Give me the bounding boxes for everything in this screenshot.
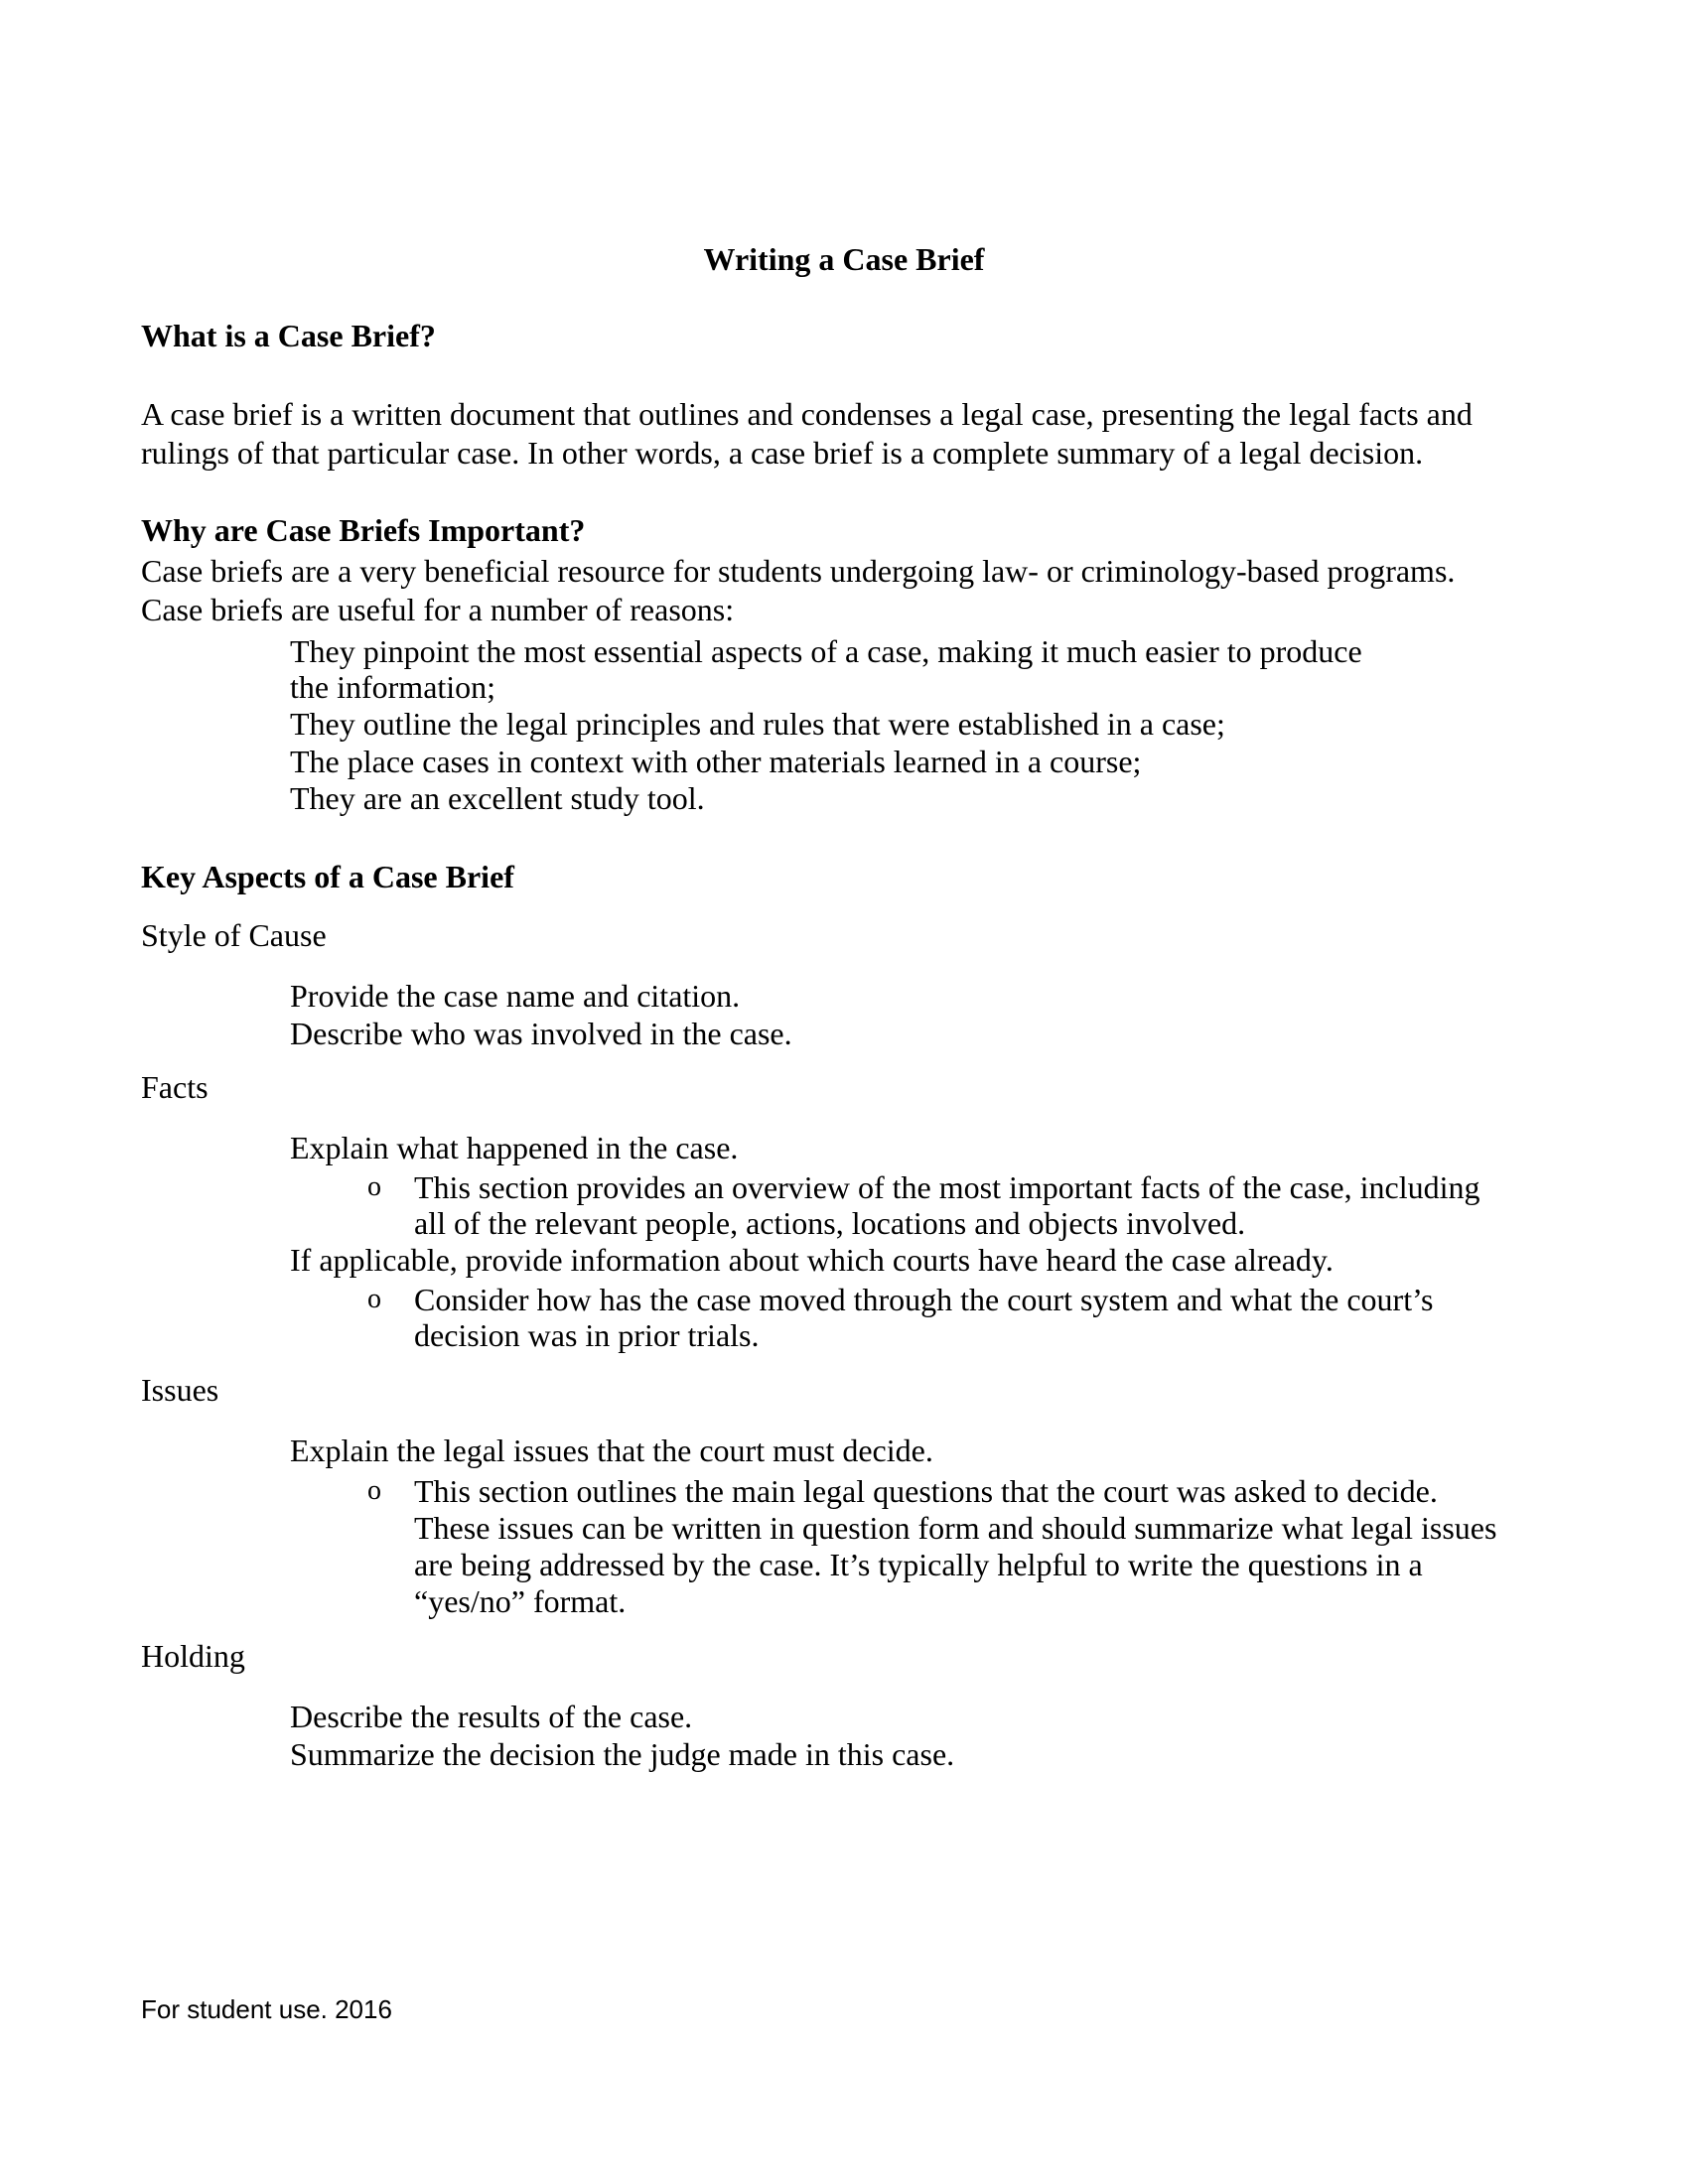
paragraph-line: Case briefs are a very beneficial resource for students undergoing law- or criminology-based programs.: [141, 553, 1456, 589]
sub-list-item-continuation: These issues can be written in question form and should summarize what legal issues: [414, 1510, 1497, 1546]
sub-list-item-continuation: all of the relevant people, actions, locations and objects involved.: [414, 1205, 1246, 1241]
subsection-label-facts: Facts: [141, 1069, 209, 1105]
subsection-label-style-of-cause: Style of Cause: [141, 917, 327, 953]
paragraph-line: A case brief is a written document that outlines and condenses a legal case, presenting the legal facts and: [141, 396, 1473, 432]
sub-list-item: This section outlines the main legal questions that the court was asked to decide.: [414, 1473, 1438, 1509]
list-item: Provide the case name and citation.: [290, 978, 741, 1014]
section-heading-what-is: What is a Case Brief?: [141, 318, 436, 353]
subsection-label-holding: Holding: [141, 1638, 245, 1674]
list-item: Explain what happened in the case.: [290, 1130, 739, 1165]
list-item: Describe who was involved in the case.: [290, 1016, 792, 1051]
list-item: Describe the results of the case.: [290, 1699, 693, 1734]
sub-bullet-icon: o: [367, 1475, 381, 1506]
sub-list-item-continuation: decision was in prior trials.: [414, 1317, 760, 1353]
paragraph-line: Case briefs are useful for a number of reasons:: [141, 592, 735, 627]
list-item: They are an excellent study tool.: [290, 780, 705, 816]
list-item: If applicable, provide information about which courts have heard the case already.: [290, 1242, 1334, 1278]
list-item: The place cases in context with other materials learned in a course;: [290, 744, 1142, 779]
list-item: Summarize the decision the judge made in this case.: [290, 1736, 955, 1772]
sub-list-item-continuation: “yes/no” format.: [414, 1583, 627, 1619]
list-item: They outline the legal principles and rules that were established in a case;: [290, 706, 1225, 742]
paragraph-line: rulings of that particular case. In other words, a case brief is a complete summary of a legal decision.: [141, 435, 1424, 471]
sub-list-item: Consider how has the case moved through the court system and what the court’s: [414, 1282, 1434, 1317]
subsection-label-issues: Issues: [141, 1372, 219, 1408]
page-footer: For student use. 2016: [141, 1994, 392, 2024]
section-heading-key-aspects: Key Aspects of a Case Brief: [141, 859, 514, 894]
page-title: Writing a Case Brief: [703, 241, 985, 277]
list-item: Explain the legal issues that the court must decide.: [290, 1433, 933, 1468]
list-item-continuation: the information;: [290, 669, 496, 705]
list-item: They pinpoint the most essential aspects of a case, making it much easier to produce: [290, 633, 1362, 669]
sub-list-item-continuation: are being addressed by the case. It’s typically helpful to write the questions in a: [414, 1547, 1423, 1582]
section-heading-why-important: Why are Case Briefs Important?: [141, 512, 586, 548]
sub-list-item: This section provides an overview of the most important facts of the case, including: [414, 1169, 1480, 1205]
sub-bullet-icon: o: [367, 1171, 381, 1202]
sub-bullet-icon: o: [367, 1284, 381, 1314]
